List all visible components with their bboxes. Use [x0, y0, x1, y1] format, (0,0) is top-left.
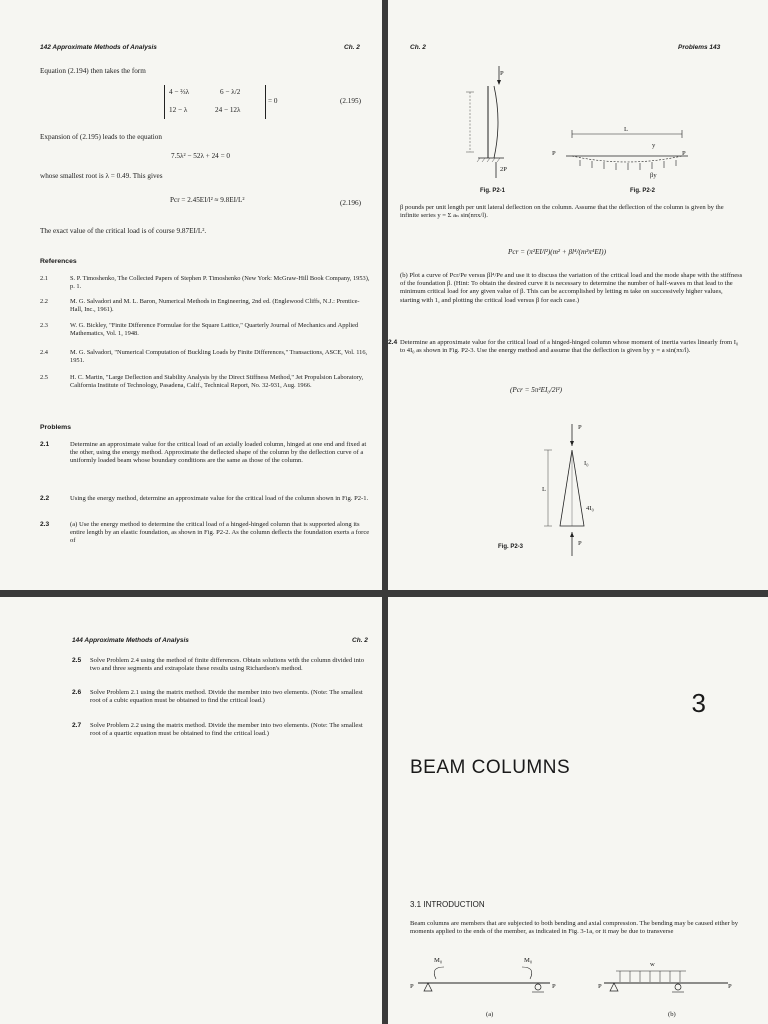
eq-2-195-number: (2.195) [340, 97, 361, 105]
problem-item: 2.2 Using the energy method, determine an approximate value for the critical load of the column shown in Fig. P2-1. [40, 495, 369, 502]
running-head-left: Ch. 2 [410, 44, 426, 51]
running-head-left: 144 Approximate Methods of Analysis [72, 637, 189, 644]
problem-item: 2.5 Solve Problem 2.4 using the method of finite differences. Obtain solutions with the column divided into two and three segments and extrapolate these results using Richardson's method. [72, 657, 365, 673]
fig-3-1a-p-right: P [552, 983, 556, 990]
page-143 [388, 0, 768, 590]
problem-2-4-number: 2.4 [388, 339, 398, 346]
exact-value-text: The exact value of the critical load is of course 9.87EI/L². [40, 227, 207, 235]
eq-2-196-number: (2.196) [340, 199, 361, 207]
reference-item: 2.2 M. G. Salvadori and M. L. Baron, Numerical Methods in Engineering, 2nd ed. (Englewood Cliffs, N.J.: Prentice-Hall, Inc., 1961). [40, 298, 360, 313]
determinant [164, 85, 266, 119]
fig-p2-3-p-top: P [578, 424, 582, 431]
chapter-number: 3 [691, 688, 706, 718]
fig-p2-3-l-label: L [542, 486, 547, 493]
fig-p2-1-caption: Fig. P2-1 [480, 188, 506, 194]
fig-3-1b-p-left: P [598, 983, 602, 990]
equation-intro: Equation (2.194) then takes the form [40, 67, 146, 75]
critical-load-equation: Pcr = 2.45EI/l² ≈ 9.8EI/L² [170, 196, 245, 204]
section-heading: 3.1 INTRODUCTION [410, 900, 485, 909]
figure-p2-1 [448, 62, 518, 182]
problem-2-4-text: Determine an approximate value for the critical load of a hinged-hinged column whose moment of inertia varies linearly from I₀ to 4I₀ as shown in Fig. P2-3. Use the energy method and assume that the deflection is given by y = a sin(πx/l). [400, 339, 739, 355]
intro-paragraph: Beam columns are members that are subjected to both bending and axial compression. The bending may be caused either by moments applied to the ends of the member, as indicated in Fig. 3-1a, or it may be due to transverse [410, 920, 739, 936]
fig-3-1a-caption: (a) [486, 1011, 494, 1018]
problem-item: 2.3 (a) Use the energy method to determine the critical load of a hinged-hinged column that is supported along its entire length by an elastic foundation, as shown in Fig. P2-2. As the column deflects the foundation exerts a force of [40, 521, 370, 545]
page-142 [0, 0, 382, 590]
fig-3-1a-m0-right: M₀ [524, 957, 533, 964]
references-heading: References [40, 258, 77, 265]
problem-item: 2.6 Solve Problem 2.1 using the matrix method. Divide the member into two elements. (Note: The smallest root of a cubic equation must be obtained to find the critical load.) [72, 689, 363, 705]
det-r1c1: 4 − ⅔λ [169, 88, 190, 96]
fig-p2-2-p-left: P [552, 150, 556, 157]
figure-p2-2 [558, 120, 688, 180]
fig-p2-1-2p-label: 2P [500, 166, 507, 173]
fig-p2-2-beta-y: βy [650, 172, 657, 179]
quadratic-equation: 7.5λ² − 52λ + 24 = 0 [171, 152, 231, 160]
problems-heading: Problems [40, 424, 71, 431]
fig-p2-2-l-label: L [624, 126, 629, 133]
det-rhs: = 0 [268, 97, 278, 105]
reference-item: 2.1 S. P. Timoshenko, The Collected Papers of Stephen P. Timoshenko (New York: McGraw-Hill Book Company, 1953), p. 1. [40, 275, 370, 290]
fig-p2-1-p-label: P [500, 70, 504, 77]
problem-item: 2.1 Determine an approximate value for the critical load of an axially loaded column, hinged at one end and fixed at the other, using the energy method. Approximate the deflected shape of the column by the deflection curve of a uniformly loaded beam whose boundary conditions are the same as those of the column. [40, 441, 367, 465]
fig-p2-2-caption: Fig. P2-2 [630, 188, 656, 194]
smallest-root-text: whose smallest root is λ = 0.49. This gives [40, 172, 163, 180]
fig-3-1a-m0-left: M₀ [434, 957, 443, 964]
det-r2c2: 24 − 12λ [215, 106, 241, 114]
problem-2-4-answer: (Pcr = 5π²EI₀/2l²) [510, 386, 562, 394]
page-145 [388, 597, 768, 1024]
chapter-title: BEAM COLUMNS [410, 757, 571, 778]
det-r2c1: 12 − λ [169, 106, 188, 114]
problem-item: 2.7 Solve Problem 2.2 using the matrix method. Divide the member into two elements. (Note: The smallest root of a quartic equation must be obtained to find the critical load.) [72, 722, 363, 738]
reference-item: 2.4 M. G. Salvadori, "Numerical Computation of Buckling Loads by Finite Differences," Transactions, ASCE, Vol. 116, 1951. [40, 349, 368, 364]
expansion-text: Expansion of (2.195) leads to the equation [40, 133, 162, 141]
fig-3-1a-p-left: P [410, 983, 414, 990]
foundation-paragraph: β pounds per unit length per unit lateral deflection on the column. Assume that the deflection of the column is given by the infinite series y = Σ aₙ sin(nπx/l). [400, 204, 724, 220]
fig-p2-3-4i0-label: 4I₀ [586, 505, 594, 512]
fig-3-1b-w-label: w [650, 961, 655, 968]
fig-p2-3-i0-label: I₀ [584, 460, 589, 467]
fig-p2-2-p-right: P [682, 150, 686, 157]
det-r1c2: 6 − λ/2 [220, 88, 241, 96]
fig-p2-3-p-bottom: P [578, 540, 582, 547]
running-head-right: Ch. 2 [352, 637, 368, 644]
reference-item: 2.5 H. C. Martin, "Large Deflection and Stability Analysis by the Direct Stiffness Method," Jet Propulsion Laboratory, California Institute of Technology, Pasadena, Calif., Technical Report, No. 32-931, Aug. 1966. [40, 374, 364, 389]
running-head-left: 142 Approximate Methods of Analysis [40, 44, 157, 51]
fig-3-1b-caption: (b) [668, 1011, 676, 1018]
running-head-right: Problems 143 [678, 44, 721, 51]
fig-p2-3-caption: Fig. P2-3 [498, 544, 524, 550]
figure-3-1 [408, 955, 748, 1015]
fig-p2-2-y-label: y [652, 142, 656, 149]
reference-item: 2.3 W. G. Bickley, "Finite Difference Formulae for the Square Lattice," Quarterly Journal of Mechanics and Applied Mathematics, Vol. 1, 1948. [40, 322, 359, 337]
page-144 [0, 597, 382, 1024]
fig-3-1b-p-right: P [728, 983, 732, 990]
critical-load-formula: Pcr = (π²EI/l²)(m² + βl⁴/(m²π⁴EI)) [508, 248, 606, 256]
part-b-paragraph: (b) Plot a curve of Pcr/Pe versus βl⁴/Pe and use it to discuss the variation of the critical load and the mode shape with the stiffness of the foundation β. (Hint: To obtain the desired curve it is necessary to determine the number of half-waves m that lead to the minimum critical load for any given value of β. This can be accomplished by letting m take on successively higher values, starting with 1, and plotting the critical load versus β for each case.) [400, 272, 743, 304]
running-head-right: Ch. 2 [344, 44, 360, 51]
